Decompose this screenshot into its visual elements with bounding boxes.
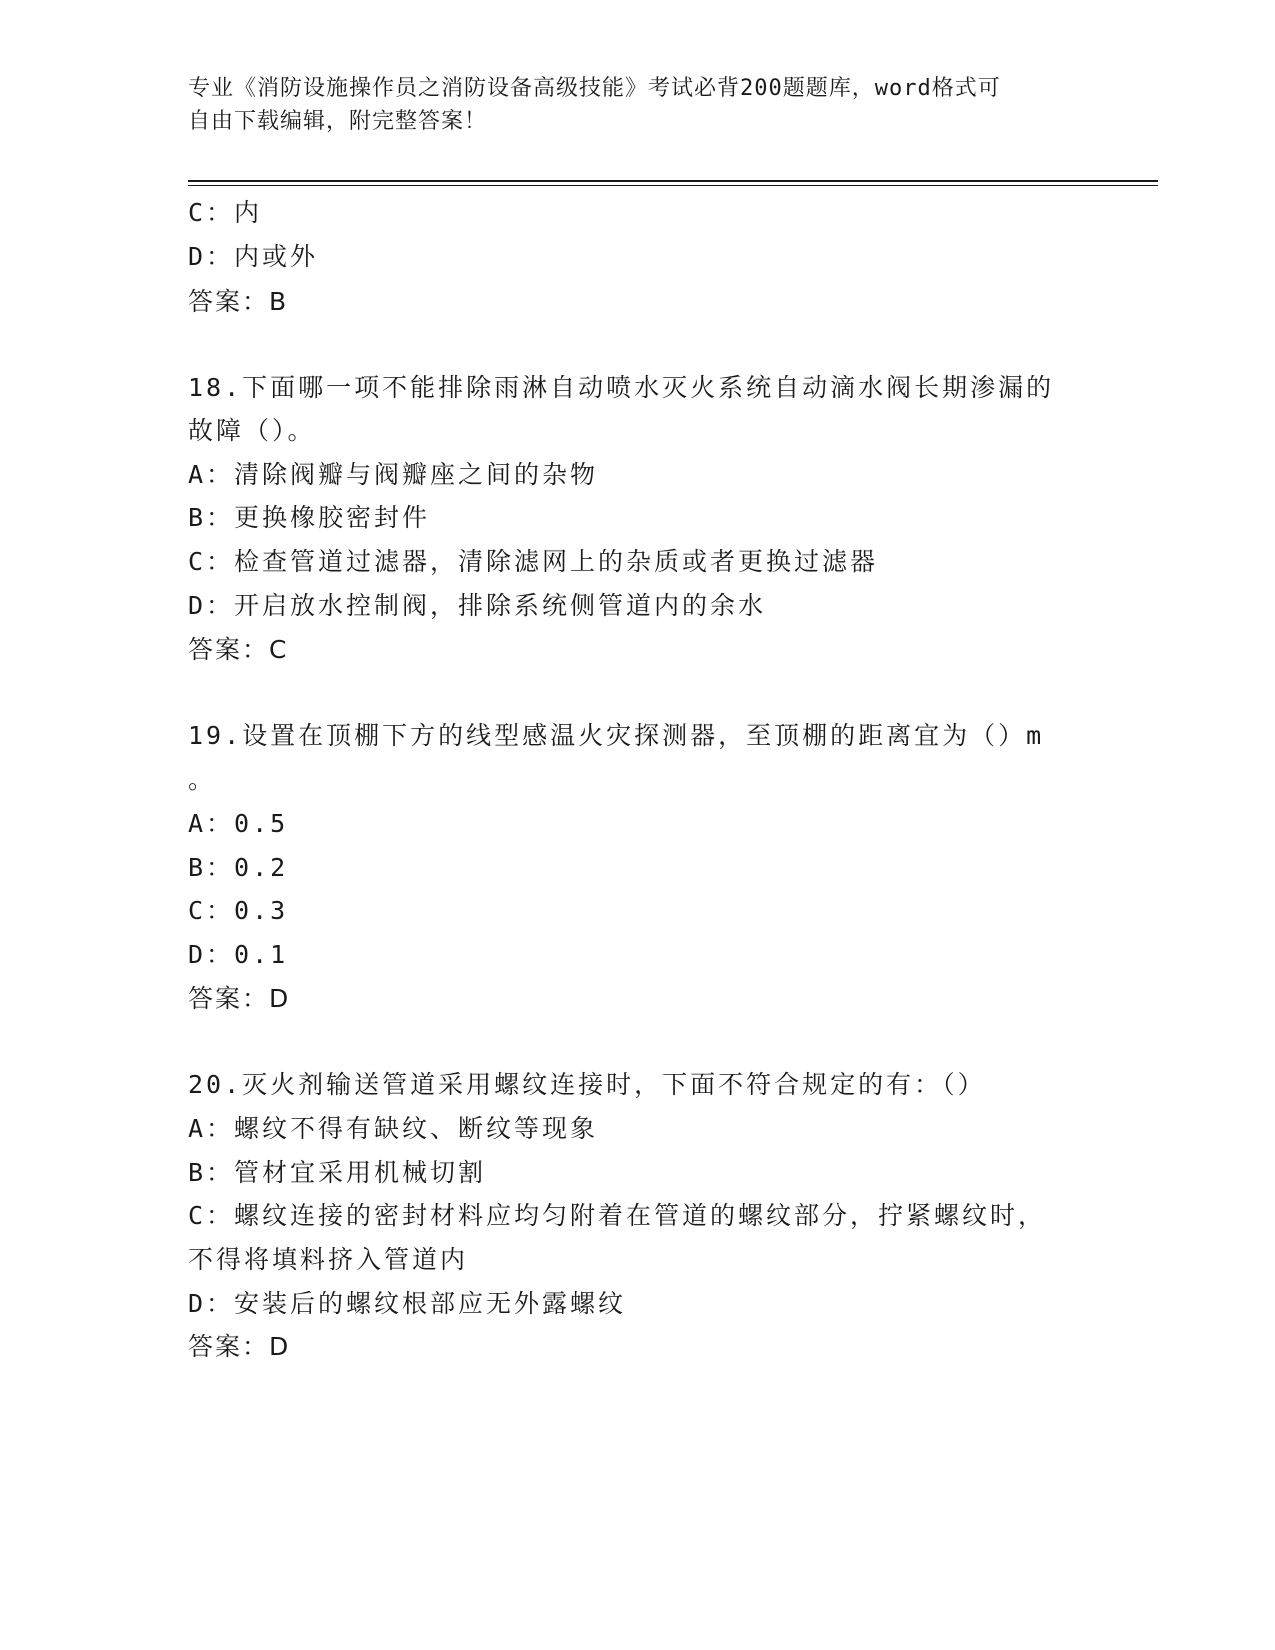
q20-option-c-line-1: C：螺纹连接的密封材料应均匀附着在管道的螺纹部分，拧紧螺纹时， <box>188 1201 1047 1230</box>
q18-answer: 答案：C <box>188 635 289 664</box>
q20-answer: 答案：D <box>188 1332 291 1361</box>
header-divider-thin <box>188 185 1158 186</box>
q18-option-a: A：清除阀瓣与阀瓣座之间的杂物 <box>188 460 599 489</box>
q17-option-c: C：内 <box>188 198 263 227</box>
q18-option-d: D：开启放水控制阀，排除系统侧管道内的余水 <box>188 591 767 620</box>
q19-option-c: C：0.3 <box>188 896 289 925</box>
header-divider-thick <box>188 180 1158 182</box>
q19-stem-line-2: 。 <box>188 765 217 794</box>
q18-option-c: C：检查管道过滤器，清除滤网上的杂质或者更换过滤器 <box>188 547 879 576</box>
q20-stem: 20.灭火剂输送管道采用螺纹连接时，下面不符合规定的有：（） <box>188 1070 986 1099</box>
q19-option-b: B：0.2 <box>188 853 289 882</box>
q19-option-d: D：0.1 <box>188 940 289 969</box>
q19-answer: 答案：D <box>188 984 291 1013</box>
q19-option-a: A：0.5 <box>188 809 289 838</box>
q20-option-c-line-2: 不得将填料挤入管道内 <box>188 1245 469 1274</box>
q17-answer: 答案：B <box>188 287 289 316</box>
q18-option-b: B：更换橡胶密封件 <box>188 503 431 532</box>
header-line-2: 自由下载编辑，附完整答案！ <box>188 109 488 134</box>
q18-stem-line-2: 故障（）。 <box>188 416 316 445</box>
q18-stem-line-1: 18.下面哪一项不能排除雨淋自动喷水灭火系统自动滴水阀长期渗漏的 <box>188 373 1055 402</box>
q20-option-d: D：安装后的螺纹根部应无外露螺纹 <box>188 1289 627 1318</box>
document-header <box>188 72 1068 138</box>
header-line-1: 专业《消防设施操作员之消防设备高级技能》考试必背200题题库，word格式可 <box>188 76 1001 101</box>
q17-option-d: D：内或外 <box>188 242 319 271</box>
q19-stem-line-1: 19.设置在顶棚下方的线型感温火灾探测器，至顶棚的距离宜为（）m <box>188 721 1045 750</box>
q20-option-b: B：管材宜采用机械切割 <box>188 1158 487 1187</box>
q20-option-a: A：螺纹不得有缺纹、断纹等现象 <box>188 1114 599 1143</box>
